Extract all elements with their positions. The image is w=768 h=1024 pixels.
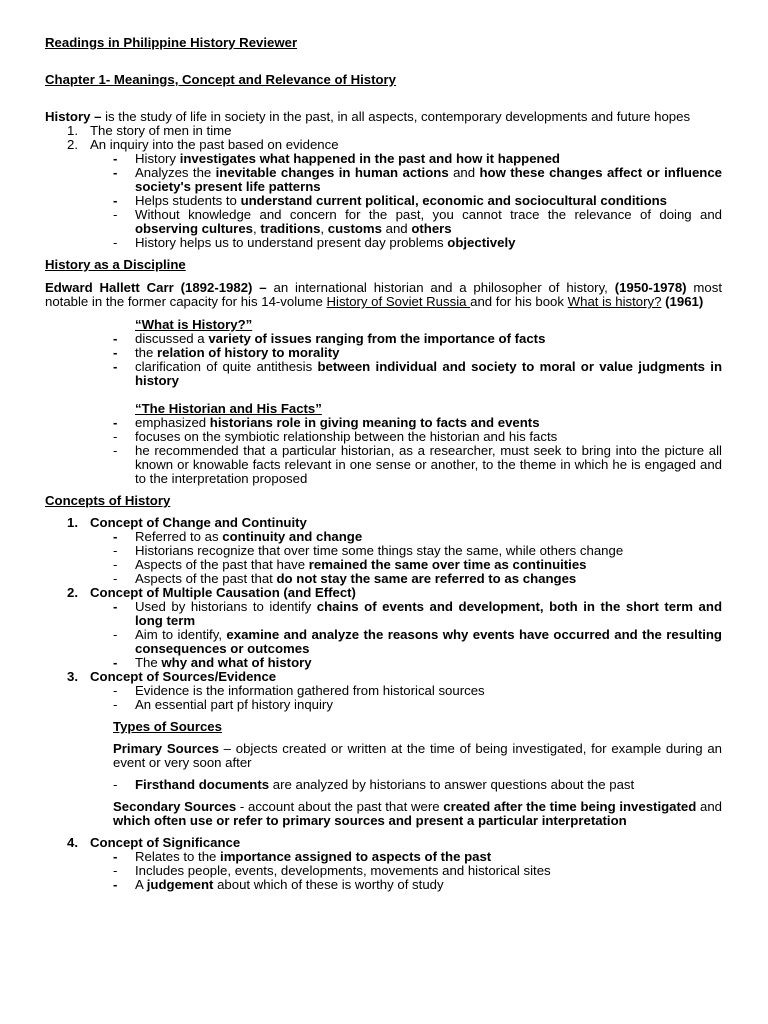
item-number: 2.: [67, 585, 78, 600]
text-run: Primary Sources: [113, 741, 219, 756]
bullet-text: [135, 656, 722, 670]
text-run: (1961): [665, 294, 704, 309]
text-run: most notable in the former capacity for his 14-volume: [45, 280, 722, 309]
text-run: Aim to identify,: [135, 627, 227, 642]
bullet-dash: -: [113, 655, 118, 670]
text-run: Without knowledge and concern for the past, you cannot trace the relevance of doing and: [135, 207, 722, 222]
bullet-text: [135, 600, 722, 628]
text-run: - account about the past that were: [236, 799, 444, 814]
text-run: traditions: [260, 221, 321, 236]
text-run: Aspects of the past that have: [135, 557, 309, 572]
history-definition-text: is the study of life in society in the past, in all aspects, contemporary developments and future hopes: [101, 109, 691, 124]
text-run: History of Soviet Russia: [326, 294, 471, 309]
text-run: examine and analyze the reasons why events have occurred and the resulting consequences or outcomes: [135, 627, 722, 656]
text-run: remained the same over time as continuities: [308, 557, 587, 572]
bullet-dash: -: [113, 627, 118, 642]
bullet-text: [135, 628, 722, 656]
bullet-dash: -: [113, 849, 118, 864]
bullet-item: [45, 152, 722, 166]
text-run: investigates what happened in the past and how it happened: [179, 151, 560, 166]
text-run: continuity and change: [222, 529, 363, 544]
bullet-text: [135, 864, 722, 878]
text-run: ,: [253, 221, 261, 236]
bullet-item: [45, 850, 722, 864]
bullet-text: [135, 558, 722, 572]
text-run: objectively: [447, 235, 516, 250]
primary-sources-bullet: [45, 778, 722, 792]
text-run: and for his book: [470, 294, 568, 309]
what-is-history-bullets: [45, 332, 722, 388]
text-run: and: [448, 165, 480, 180]
bullet-dash: -: [113, 235, 118, 250]
document-page: [45, 36, 722, 892]
bullet-item: [45, 656, 722, 670]
text-run: (1950-1978): [614, 280, 687, 295]
text-run: Analyzes the: [135, 165, 216, 180]
bullet-item: [45, 208, 722, 236]
bullet-text: [135, 444, 722, 486]
text-run: An essential part pf history inquiry: [135, 697, 333, 712]
bullet-item: [45, 684, 722, 698]
numbered-item: [45, 670, 722, 684]
bullet-text: [135, 530, 722, 544]
text-run: ,: [320, 221, 328, 236]
what-is-history-heading: “What is History?”: [135, 317, 253, 332]
text-run: History: [135, 151, 180, 166]
bullet-dash: -: [113, 543, 118, 558]
text-run: Relates to the: [135, 849, 221, 864]
bullet-text: [135, 166, 722, 194]
bullet-item: [45, 360, 722, 388]
item-text: An inquiry into the past based on evidence: [90, 137, 339, 152]
text-run: historians role in giving meaning to facts and events: [209, 415, 540, 430]
item-text: The story of men in time: [90, 123, 232, 138]
bullet-text: [135, 152, 722, 166]
text-run: Helps students to: [135, 193, 241, 208]
text-run: and: [696, 799, 723, 814]
bullet-dash: -: [113, 529, 118, 544]
historian-facts-bullets: [45, 416, 722, 486]
text-run: Historians recognize that over time some things stay the same, while others change: [135, 543, 624, 558]
text-run: are analyzed by historians to answer questions about the past: [269, 777, 635, 792]
definition-list: [45, 124, 722, 152]
item-number: 1.: [67, 515, 78, 530]
text-run: judgement: [146, 877, 214, 892]
text-run: created after the time being investigated: [443, 799, 697, 814]
bullet-text: [135, 544, 722, 558]
carr-paragraph: [45, 281, 722, 309]
item-number: 4.: [67, 835, 78, 850]
history-bullets: [45, 152, 722, 250]
bullet-item: [45, 600, 722, 628]
bullet-dash: -: [113, 193, 118, 208]
chapter-title: Chapter 1- Meanings, Concept and Relevance of History: [45, 72, 397, 87]
text-run: – objects created or written at the time of being investigated, for example during an event or very soon after: [113, 741, 723, 770]
item-number: 3.: [67, 669, 78, 684]
text-run: do not stay the same are referred to as changes: [276, 571, 577, 586]
text-run: focuses on the symbiotic relationship between the historian and his facts: [135, 429, 558, 444]
bullet-text: [135, 416, 722, 430]
bullet-dash: -: [113, 557, 118, 572]
bullet-item: [45, 166, 722, 194]
bullet-item: [45, 558, 722, 572]
bullet-dash: -: [113, 683, 118, 698]
bullet-item: [45, 628, 722, 656]
text-run: inevitable changes in human actions: [215, 165, 449, 180]
text-run: clarification of quite antithesis: [135, 359, 318, 374]
primary-sources-paragraph: [113, 742, 722, 770]
text-run: others: [411, 221, 452, 236]
text-run: customs: [327, 221, 382, 236]
text-run: relation of history to morality: [157, 345, 340, 360]
bullet-text: [135, 332, 722, 346]
text-run: and: [381, 221, 412, 236]
item-number: 2.: [67, 137, 78, 152]
text-run: Firsthand documents: [135, 777, 270, 792]
text-run: the: [135, 345, 157, 360]
bullet-dash: -: [113, 415, 118, 430]
concepts-list: [45, 516, 722, 712]
bullet-dash: -: [113, 429, 118, 444]
text-run: What is history?: [567, 294, 662, 309]
bullet-text: [135, 194, 722, 208]
bullet-text: [135, 850, 722, 864]
bullet-dash: -: [113, 345, 118, 360]
item-text: Concept of Sources/Evidence: [90, 669, 277, 684]
text-run: Used by historians to identify: [135, 599, 317, 614]
bullet-text: [135, 878, 722, 892]
bullet-dash: -: [113, 443, 118, 458]
bullet-text: [135, 778, 722, 792]
numbered-item: [45, 836, 722, 850]
bullet-text: [135, 346, 722, 360]
text-run: Referred to as: [135, 529, 223, 544]
bullet-text: [135, 360, 722, 388]
text-run: variety of issues ranging from the importance of facts: [208, 331, 546, 346]
bullet-text: [135, 684, 722, 698]
text-run: emphasized: [135, 415, 210, 430]
text-run: why and what of history: [161, 655, 312, 670]
bullet-text: [135, 236, 722, 250]
bullet-text: [135, 572, 722, 586]
history-term: History –: [45, 109, 102, 124]
bullet-item: [45, 194, 722, 208]
secondary-sources-paragraph: [113, 800, 722, 828]
text-run: which often use or refer to primary sources and present a particular interpretation: [113, 813, 627, 828]
bullet-item: [45, 332, 722, 346]
text-run: A: [135, 877, 147, 892]
item-text: Concept of Multiple Causation (and Effect): [90, 585, 356, 600]
types-of-sources-heading: Types of Sources: [113, 719, 222, 734]
numbered-item: [45, 124, 722, 138]
text-run: between individual and society to moral or value judgments in history: [135, 359, 722, 388]
bullet-text: [135, 698, 722, 712]
text-run: Aspects of the past that: [135, 571, 277, 586]
bullet-dash: -: [113, 359, 118, 374]
bullet-dash: -: [113, 777, 118, 792]
bullet-dash: -: [113, 697, 118, 712]
text-run: observing cultures: [135, 221, 253, 236]
text-run: about which of these is worthy of study: [213, 877, 444, 892]
bullet-item: [45, 416, 722, 430]
bullet-dash: -: [113, 151, 118, 166]
text-run: chains of events and development, both in the short term and long term: [135, 599, 723, 628]
item-text: Concept of Significance: [90, 835, 241, 850]
bullet-item: [45, 444, 722, 486]
text-run: Secondary Sources: [113, 799, 237, 814]
bullet-item: [45, 572, 722, 586]
bullet-item: [45, 430, 722, 444]
numbered-item: [45, 586, 722, 600]
text-run: discussed a: [135, 331, 209, 346]
discipline-heading: History as a Discipline: [45, 257, 186, 272]
text-run: how these changes affect or influence society's present life patterns: [135, 165, 723, 194]
bullet-item: [45, 346, 722, 360]
bullet-item: [45, 698, 722, 712]
text-run: an international historian and a philosopher of history,: [266, 280, 615, 295]
bullet-dash: -: [113, 599, 118, 614]
text-run: History helps us to understand present day problems: [135, 235, 448, 250]
bullet-item: [45, 878, 722, 892]
concept-significance: [45, 836, 722, 892]
historian-facts-heading: “The Historian and His Facts”: [135, 401, 322, 416]
bullet-item: [45, 778, 722, 792]
bullet-dash: -: [113, 207, 118, 222]
text-run: Includes people, events, developments, movements and historical sites: [135, 863, 551, 878]
item-number: 1.: [67, 123, 78, 138]
document-title: Readings in Philippine History Reviewer: [45, 35, 298, 50]
bullet-item: [45, 236, 722, 250]
numbered-item: [45, 138, 722, 152]
text-run: Evidence is the information gathered from historical sources: [135, 683, 485, 698]
bullet-text: [135, 208, 722, 236]
text-run: importance assigned to aspects of the past: [220, 849, 492, 864]
bullet-item: [45, 544, 722, 558]
concepts-heading: Concepts of History: [45, 493, 171, 508]
bullet-dash: -: [113, 571, 118, 586]
text-run: The: [135, 655, 162, 670]
bullet-dash: -: [113, 165, 118, 180]
bullet-dash: -: [113, 331, 118, 346]
bullet-text: [135, 430, 722, 444]
bullet-item: [45, 864, 722, 878]
text-run: Edward Hallett Carr (1892-1982) –: [45, 280, 267, 295]
bullet-dash: -: [113, 877, 118, 892]
text-run: understand current political, economic and sociocultural conditions: [240, 193, 668, 208]
bullet-item: [45, 530, 722, 544]
numbered-item: [45, 516, 722, 530]
text-run: he recommended that a particular historian, as a researcher, must seek to bring into the picture all known or knowable facts relevant in one sense or another, to the theme in which he is engaged and to the interpretation proposed: [135, 443, 722, 486]
item-text: Concept of Change and Continuity: [90, 515, 307, 530]
bullet-dash: -: [113, 863, 118, 878]
history-definition: [45, 110, 722, 124]
